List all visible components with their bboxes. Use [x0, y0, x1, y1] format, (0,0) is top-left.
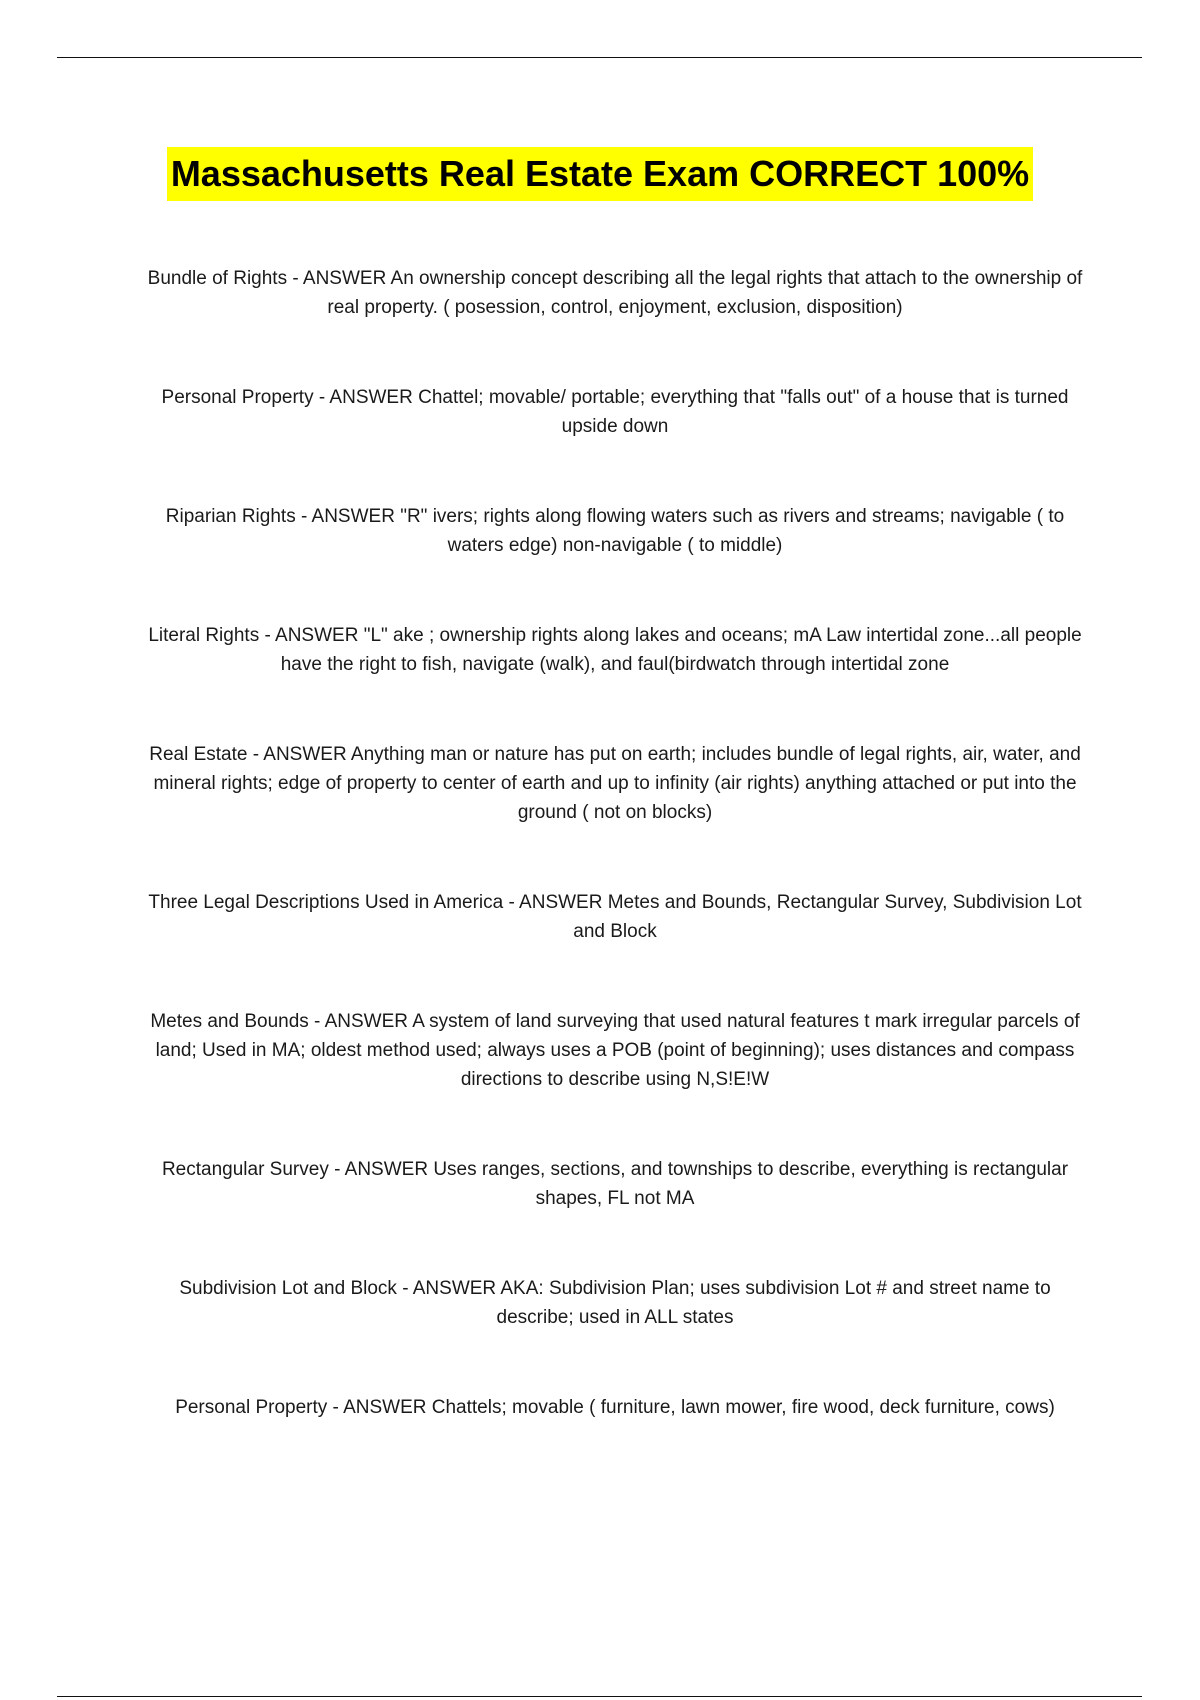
bottom-rule [57, 1696, 1142, 1697]
flashcard-entry-subdivision-lot-block: Subdivision Lot and Block - ANSWER AKA: Subdivision Plan; uses subdivision Lot # and street name to describe; used in ALL states [179, 1278, 1051, 1328]
title-container [0, 147, 1200, 201]
flashcard-entry-bundle-of-rights: Bundle of Rights - ANSWER An ownership concept describing all the legal rights that attach to the ownership of real property. ( posession, control, enjoyment, exclusion, disposition) [147, 268, 1083, 318]
flashcard-entry-riparian-rights: Riparian Rights - ANSWER "R" ivers; rights along flowing waters such as rivers and streams; navigable ( to waters edge) non-navigable ( to middle) [165, 506, 1065, 556]
document-title: Massachusetts Real Estate Exam CORRECT 100% [167, 147, 1033, 201]
flashcard-entry-legal-descriptions: Three Legal Descriptions Used in America - ANSWER Metes and Bounds, Rectangular Survey, Subdivision Lot and Block [148, 892, 1082, 942]
flashcard-entry-literal-rights: Literal Rights - ANSWER "L" ake ; ownership rights along lakes and oceans; mA Law intertidal zone...all people have the right to fish, navigate (walk), and faul(birdwatch through intertidal zone [148, 625, 1082, 675]
flashcard-entry-personal-property: Personal Property - ANSWER Chattel; movable/ portable; everything that "falls out" of a house that is turned upside down [161, 387, 1069, 437]
flashcard-entry-rectangular-survey: Rectangular Survey - ANSWER Uses ranges, sections, and townships to describe, everything is rectangular shapes, FL not MA [161, 1159, 1069, 1209]
top-rule [57, 57, 1142, 58]
flashcard-entry-metes-and-bounds: Metes and Bounds - ANSWER A system of land surveying that used natural features t mark irregular parcels of land; Used in MA; oldest method used; always uses a POB (point of beginning); uses distances and compass directions to describe using N,S!E!W [150, 1011, 1080, 1090]
flashcard-entry-personal-property-chattels: Personal Property - ANSWER Chattels; movable ( furniture, lawn mower, fire wood, deck furniture, cows) [175, 1397, 1055, 1418]
flashcard-list [140, 264, 1090, 1483]
flashcard-entry-real-estate: Real Estate - ANSWER Anything man or nature has put on earth; includes bundle of legal rights, air, water, and mineral rights; edge of property to center of earth and up to infinity (air rights) anything attached or put into the ground ( not on blocks) [149, 744, 1081, 823]
